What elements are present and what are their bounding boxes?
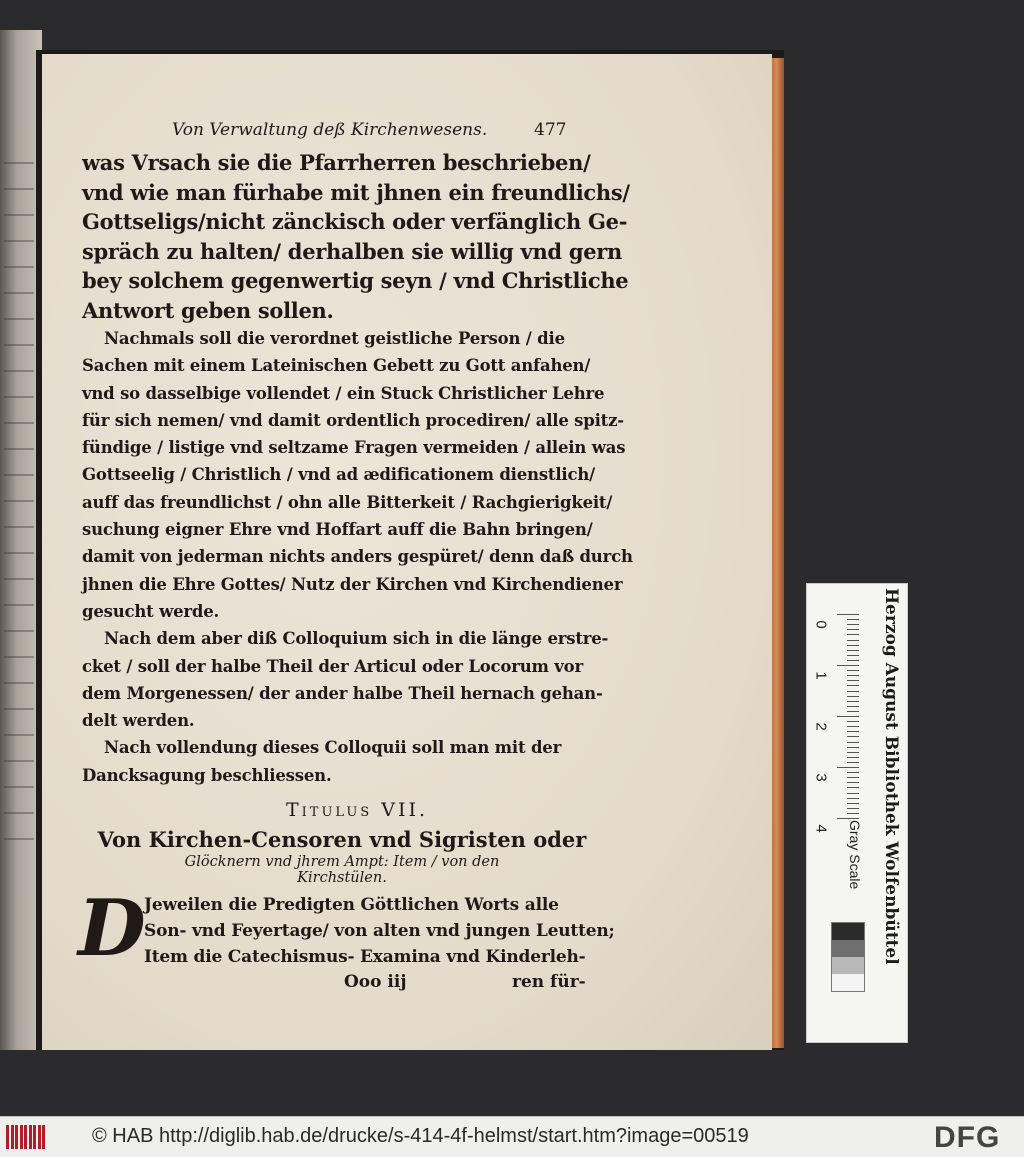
text-line: Nach vollendung dieses Colloquii soll man mit der bbox=[104, 738, 562, 758]
text-line: Antwort geben sollen. bbox=[82, 297, 334, 323]
ruler-tick bbox=[847, 752, 859, 753]
ruler-tick bbox=[847, 650, 859, 651]
text-line: Nach dem aber diß Colloquium sich in die länge erstre- bbox=[104, 629, 609, 649]
opening-paragraph bbox=[78, 883, 615, 975]
ruler-tick bbox=[847, 670, 859, 671]
ruler-tick bbox=[847, 685, 859, 686]
ruler-tick bbox=[837, 614, 859, 615]
ruler-tick bbox=[847, 742, 859, 743]
footer-bar bbox=[0, 1116, 1024, 1157]
library-name: Herzog August Bibliothek Wolfenbüttel bbox=[881, 588, 901, 965]
text-line: jhnen die Ehre Gottes/ Nutz der Kirchen vnd Kirchendiener bbox=[82, 574, 623, 594]
ruler-tick bbox=[847, 777, 859, 778]
decorated-initial: D bbox=[78, 883, 146, 975]
ruler-tick bbox=[847, 645, 859, 646]
text-line: dem Morgenessen/ der ander halbe Theil hernach gehan- bbox=[82, 683, 603, 703]
ruler-tick bbox=[847, 619, 859, 620]
text-line: was Vrsach sie die Pfarrherren beschrieben/ bbox=[82, 150, 591, 175]
ruler-tick bbox=[847, 655, 859, 656]
ruler-tick bbox=[847, 757, 859, 758]
ruler-tick bbox=[847, 787, 859, 788]
ruler-tick bbox=[847, 803, 859, 804]
text-line: gesucht werde. bbox=[82, 601, 220, 621]
text-line: Gottseligs/nicht zänckisch oder verfänglich Ge- bbox=[82, 209, 628, 234]
text-line: vnd wie man fürhabe mit jhnen ein freundlichs/ bbox=[82, 179, 630, 205]
ruler-number: 1 bbox=[812, 671, 830, 680]
text-line: damit von jederman nichts anders gespüret/ denn daß durch bbox=[82, 547, 633, 567]
running-head: Von Verwaltung deß Kirchenwesens. bbox=[172, 120, 488, 140]
ruler-tick bbox=[847, 793, 859, 794]
ruler-tick bbox=[847, 660, 859, 661]
gray-scale-label: Gray Scale bbox=[847, 820, 863, 890]
ruler-tick bbox=[847, 691, 859, 692]
hab-logo-icon bbox=[6, 1123, 48, 1151]
signature-mark: Ooo iij bbox=[344, 972, 407, 993]
left-page-text-bleed bbox=[4, 140, 34, 840]
ruler-tick bbox=[847, 696, 859, 697]
catchword: ren für- bbox=[512, 972, 586, 993]
ruler-tick bbox=[847, 711, 859, 712]
text-line: delt werden. bbox=[82, 711, 195, 731]
ruler-tick bbox=[847, 813, 859, 814]
text-line: fündige / listige vnd seltzame Fragen vermeiden / allein was bbox=[82, 438, 626, 458]
ruler-ticks bbox=[825, 614, 861, 824]
paragraph-2 bbox=[82, 325, 633, 625]
swatch bbox=[832, 923, 864, 940]
text-line: auff das freundlichst / ohn alle Bitterkeit / Rachgierigkeit/ bbox=[82, 492, 613, 512]
ruler-tick bbox=[847, 726, 859, 727]
text-line: Dancksagung beschliessen. bbox=[82, 765, 332, 785]
ruler-tick bbox=[837, 818, 859, 819]
ruler-tick bbox=[847, 731, 859, 732]
ruler-tick bbox=[837, 665, 859, 666]
gray-swatches bbox=[831, 922, 865, 992]
text-line: Son- vnd Feyertage/ von alten vnd jungen Leutten; bbox=[144, 921, 615, 942]
text-line: vnd so dasselbige vollendet / ein Stuck Christlicher Lehre bbox=[82, 383, 605, 403]
text-line: Gottseelig / Christlich / vnd ad ædificationem dienstlich/ bbox=[82, 465, 595, 485]
ruler-tick bbox=[847, 762, 859, 763]
ruler-tick bbox=[837, 767, 859, 768]
text-line: bey solchem gegenwertig seyn / vnd Christliche bbox=[82, 268, 629, 293]
swatch bbox=[832, 974, 864, 991]
ruler-tick bbox=[847, 736, 859, 737]
dfg-logo: DFG bbox=[934, 1121, 1001, 1154]
text-line: suchung eigner Ehre vnd Hoffart auff die Bahn bringen/ bbox=[82, 520, 593, 540]
paragraph-1 bbox=[82, 148, 630, 325]
text-line: für sich nemen/ vnd damit ordentlich procediren/ alle spitz- bbox=[82, 410, 624, 430]
paragraph-4 bbox=[82, 734, 592, 789]
ruler-tick bbox=[847, 782, 859, 783]
section-subheading-continued: Kirchstülen. bbox=[297, 870, 387, 887]
ruler-tick bbox=[847, 747, 859, 748]
text-line: Jeweilen die Predigten Göttlichen Worts alle bbox=[144, 895, 559, 916]
ruler-tick bbox=[847, 808, 859, 809]
text-line: cket / soll der halbe Theil der Articul oder Locorum vor bbox=[82, 656, 583, 676]
section-number: Titulus VII. bbox=[285, 799, 429, 822]
text-line: Item die Catechismus- Examina vnd Kinderleh- bbox=[144, 947, 586, 968]
ruler-tick bbox=[847, 798, 859, 799]
ruler-tick bbox=[847, 675, 859, 676]
ruler-number: 4 bbox=[812, 824, 830, 833]
text-line: Sachen mit einem Lateinischen Gebett zu Gott anfahen/ bbox=[82, 356, 591, 376]
section-subheading: Glöcknern vnd jhrem Ampt: Item / von den bbox=[184, 854, 500, 871]
page-text bbox=[78, 118, 633, 998]
text-line: spräch zu halten/ derhalben sie willig vnd gern bbox=[82, 238, 622, 264]
text-line: Nachmals soll die verordnet geistliche Person / die bbox=[104, 329, 565, 348]
ruler-tick bbox=[847, 706, 859, 707]
ruler-number: 0 bbox=[812, 620, 830, 629]
ruler-tick bbox=[847, 640, 859, 641]
ruler-tick bbox=[847, 772, 859, 773]
page-footer-line bbox=[82, 972, 592, 998]
copyright-url[interactable]: © HAB http://diglib.hab.de/drucke/s-414-4f-helmst/start.htm?image=00519 bbox=[92, 1125, 749, 1147]
paragraph-3 bbox=[82, 625, 609, 734]
swatch bbox=[832, 957, 864, 974]
ruler-tick bbox=[847, 721, 859, 722]
ruler-tick bbox=[847, 701, 859, 702]
ruler-number: 2 bbox=[812, 722, 830, 731]
page-edge-gilt bbox=[770, 58, 784, 1048]
ruler-tick bbox=[837, 716, 859, 717]
page-number: 477 bbox=[534, 120, 567, 140]
section-heading: Von Kirchen-Censoren vnd Sigristen oder bbox=[97, 827, 587, 853]
ruler-tick bbox=[847, 680, 859, 681]
swatch bbox=[832, 940, 864, 957]
ruler-tick bbox=[847, 624, 859, 625]
gray-scale-card bbox=[806, 583, 908, 1043]
page-header bbox=[82, 118, 592, 148]
ruler-number: 3 bbox=[812, 773, 830, 782]
ruler-tick bbox=[847, 634, 859, 635]
ruler-tick bbox=[847, 629, 859, 630]
